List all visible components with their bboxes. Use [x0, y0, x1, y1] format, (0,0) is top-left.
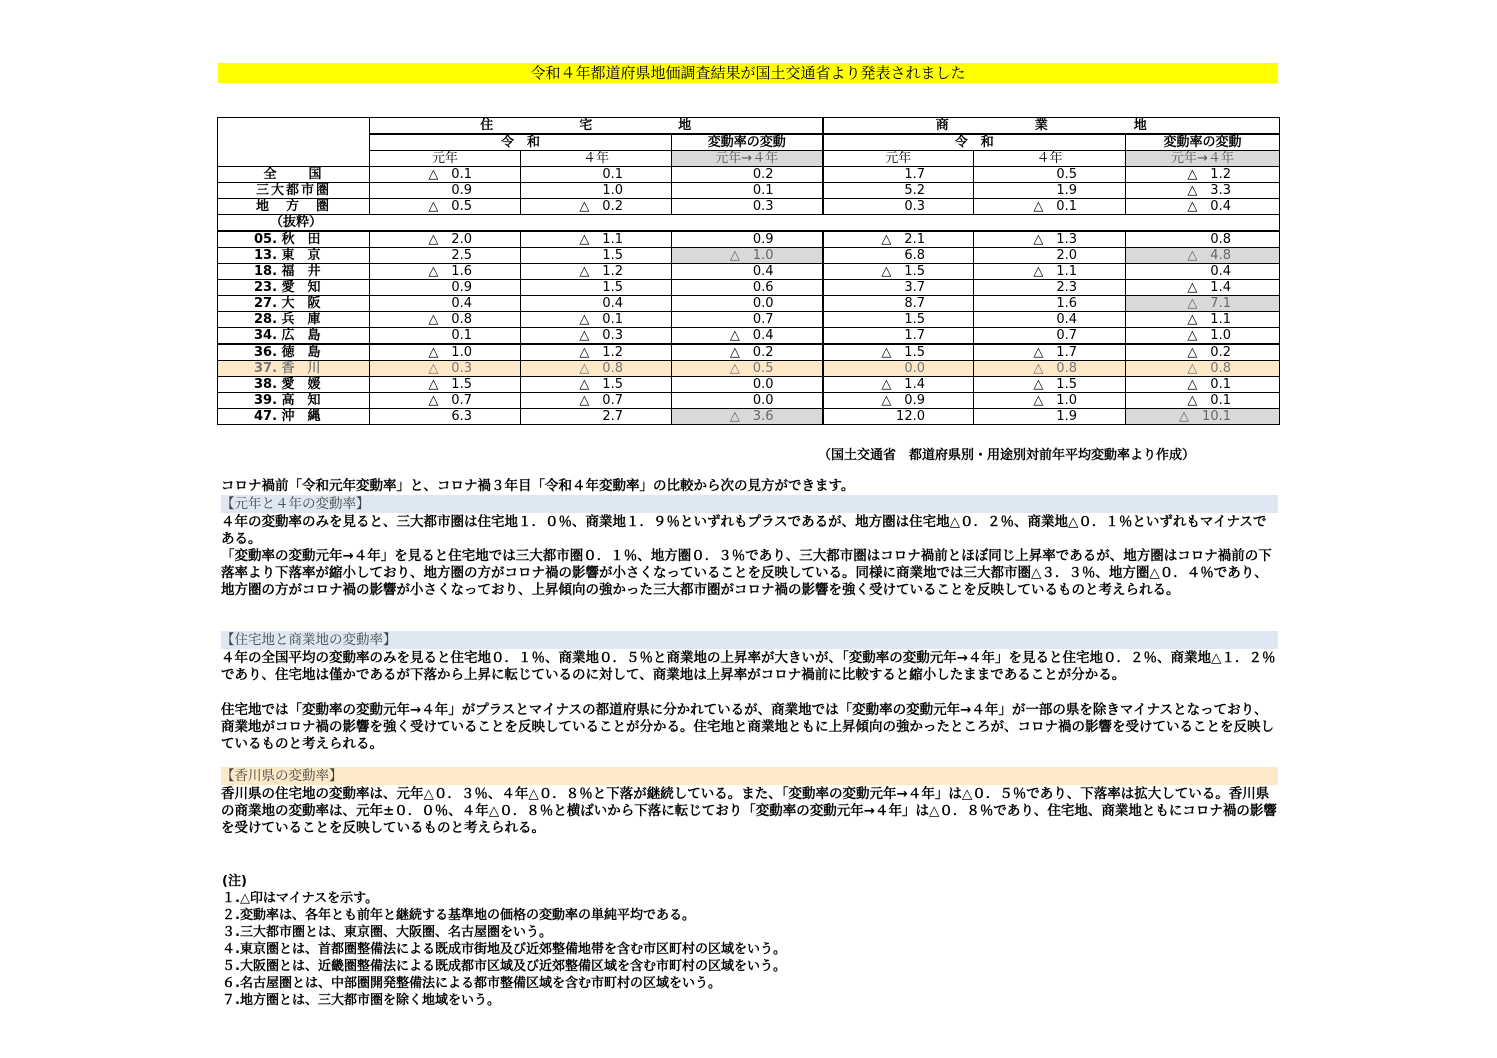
section-1-paragraph-2: 「変動率の変動元年→４年」を見ると住宅地では三大都市圏０．１％、地方圏０．３％であり、三大都市圏はコロナ禍前とほぼ同じ上昇率であるが、地方圏はコロナ禍前の下落率より下落率が縮小しており、地方圏の方がコロナ禍の影響が小さくなっていることを反映している。同様に商業地では三大都市圏△３．３％、地方圏△０．４％であり、地方圏の方がコロナ禍の影響が小さくなっており、上昇傾向の強かった三大都市圏がコロナ禍の影響を強く受けていることを反映しているものと考えられる。	[221, 548, 1272, 598]
row-label: 34. 広 島	[218, 328, 370, 345]
cell-c4: △ 0.8	[974, 361, 1126, 377]
cell-rd: 0.9	[672, 231, 823, 248]
cell-cd: △ 0.4	[1126, 199, 1280, 215]
excerpt-row	[218, 215, 1280, 232]
commercial-change-header: 変動率の変動	[1126, 134, 1280, 151]
source-note: （国土交通省 都道府県別・用途別対前年平均変動率より作成）	[818, 448, 1196, 463]
table-row	[218, 312, 1280, 328]
cell-c4: 1.9	[974, 409, 1126, 425]
table-row	[218, 409, 1280, 425]
cell-c1: 12.0	[823, 409, 974, 425]
cell-r4: 1.5	[521, 280, 672, 296]
cell-c4: 1.6	[974, 296, 1126, 312]
cell-r1: 0.4	[370, 296, 521, 312]
cell-r1: △ 0.3	[370, 361, 521, 377]
cell-c1: △ 1.5	[823, 344, 974, 361]
cell-r1: △ 0.8	[370, 312, 521, 328]
cell-r1: △ 0.5	[370, 199, 521, 215]
cell-r4: △ 0.3	[521, 328, 672, 345]
table-row	[218, 328, 1280, 345]
cell-c1: 1.7	[823, 167, 974, 183]
intro-text: コロナ禍前「令和元年変動率」と、コロナ禍３年目「令和４年変動率」の比較から次の見方ができます。	[221, 478, 855, 494]
section-heading-1: 【元年と４年の変動率】	[221, 495, 1278, 513]
cell-r1: 2.5	[370, 248, 521, 264]
cell-cd: △ 1.2	[1126, 167, 1280, 183]
cell-c4: 0.7	[974, 328, 1126, 345]
table-row	[218, 231, 1280, 248]
com-y1-header: 元年	[823, 151, 974, 167]
res-y1-header: 元年	[370, 151, 521, 167]
notes-block	[222, 873, 786, 1009]
cell-c4: 0.4	[974, 312, 1126, 328]
cell-r1: 0.9	[370, 280, 521, 296]
residential-change-header: 変動率の変動	[672, 134, 823, 151]
cell-r1: △ 0.1	[370, 167, 521, 183]
cell-r1: 0.1	[370, 328, 521, 345]
cell-rd: △ 3.6	[672, 409, 823, 425]
cell-c1: 6.8	[823, 248, 974, 264]
cell-c1: 3.7	[823, 280, 974, 296]
header-row-3	[218, 151, 1280, 167]
row-label: 27. 大 阪	[218, 296, 370, 312]
cell-c1: 1.7	[823, 328, 974, 345]
row-label: 28. 兵 庫	[218, 312, 370, 328]
cell-c4: △ 1.3	[974, 231, 1126, 248]
cell-c1: △ 1.4	[823, 377, 974, 393]
residential-header: 住 宅 地	[370, 118, 823, 135]
cell-c4: △ 1.0	[974, 393, 1126, 409]
row-label: 47. 沖 縄	[218, 409, 370, 425]
cell-cd: 0.8	[1126, 231, 1280, 248]
page-title: 令和４年都道府県地価調査結果が国土交通省より発表されました	[218, 63, 1278, 83]
cell-cd: △ 10.1	[1126, 409, 1280, 425]
cell-r4: △ 1.1	[521, 231, 672, 248]
cell-r1: 6.3	[370, 409, 521, 425]
cell-r1: △ 1.6	[370, 264, 521, 280]
cell-c1: 1.5	[823, 312, 974, 328]
cell-cd: △ 0.1	[1126, 377, 1280, 393]
cell-rd: 0.0	[672, 296, 823, 312]
table-row	[218, 248, 1280, 264]
cell-r4: △ 1.2	[521, 264, 672, 280]
row-label: 36. 徳 島	[218, 344, 370, 361]
res-y4-header: ４年	[521, 151, 672, 167]
cell-rd: 0.4	[672, 264, 823, 280]
note-item: ５.大阪圏とは、近畿圏整備法による既成都市区域及び近郊整備区域を含む市町村の区域をいう。	[222, 959, 786, 974]
cell-cd: △ 4.8	[1126, 248, 1280, 264]
cell-c1: △ 0.9	[823, 393, 974, 409]
cell-c1: 5.2	[823, 183, 974, 199]
cell-r4: 1.0	[521, 183, 672, 199]
note-item: ３.三大都市圏とは、東京圏、大阪圏、名古屋圏をいう。	[222, 925, 552, 940]
cell-c1: △ 1.5	[823, 264, 974, 280]
cell-cd: △ 1.1	[1126, 312, 1280, 328]
cell-rd: △ 1.0	[672, 248, 823, 264]
row-label: 37. 香 川	[218, 361, 370, 377]
row-label: 05. 秋 田	[218, 231, 370, 248]
cell-r4: △ 1.2	[521, 344, 672, 361]
cell-c4: 2.3	[974, 280, 1126, 296]
cell-r1: △ 1.5	[370, 377, 521, 393]
cell-rd: 0.0	[672, 393, 823, 409]
cell-c4: 2.0	[974, 248, 1126, 264]
cell-c4: △ 0.1	[974, 199, 1126, 215]
table-row	[218, 344, 1280, 361]
row-label: 地 方 圏	[218, 199, 370, 215]
table-row	[218, 296, 1280, 312]
cell-r4: 0.4	[521, 296, 672, 312]
note-item: １.△印はマイナスを示す。	[222, 891, 379, 906]
section-heading-2: 【住宅地と商業地の変動率】	[221, 631, 1278, 649]
cell-r4: △ 0.2	[521, 199, 672, 215]
land-price-table	[217, 117, 1280, 425]
section-2-paragraph-1: ４年の全国平均の変動率のみを見ると住宅地０．１％、商業地０．５％と商業地の上昇率が大きいが、「変動率の変動元年→４年」を見ると住宅地０．２％、商業地△１．２％であり、住宅地は僅かであるが下落から上昇に転じているのに対して、商業地は上昇率がコロナ禍前に比較すると縮小したままであることが分かる。	[221, 650, 1276, 683]
table-row	[218, 264, 1280, 280]
cell-rd: △ 0.4	[672, 328, 823, 345]
row-label: 三大都市圏	[218, 183, 370, 199]
cell-cd: △ 0.8	[1126, 361, 1280, 377]
cell-r4: △ 0.8	[521, 361, 672, 377]
excerpt-label: （抜粋）	[218, 215, 1280, 232]
table-row	[218, 377, 1280, 393]
cell-c4: △ 1.1	[974, 264, 1126, 280]
cell-c4: 0.5	[974, 167, 1126, 183]
table-row	[218, 280, 1280, 296]
section-2-paragraph-2: 住宅地では「変動率の変動元年→４年」がプラスとマイナスの都道府県に分かれているが、商業地では「変動率の変動元年→４年」が一部の県を除きマイナスとなっており、商業地がコロナ禍の影響を強く受けていることを反映していることが分かる。住宅地と商業地ともに上昇傾向の強かったところが、コロナ禍の影響を受けていることを反映しているものと考えられる。	[221, 702, 1274, 752]
table-row	[218, 393, 1280, 409]
corner-cell	[218, 118, 370, 167]
section-heading-3: 【香川県の変動率】	[221, 767, 1278, 785]
cell-cd: △ 7.1	[1126, 296, 1280, 312]
cell-rd: 0.6	[672, 280, 823, 296]
cell-c4: △ 1.7	[974, 344, 1126, 361]
cell-rd: 0.0	[672, 377, 823, 393]
cell-r4: 2.7	[521, 409, 672, 425]
cell-rd: 0.7	[672, 312, 823, 328]
note-item: ７.地方圏とは、三大都市圏を除く地域をいう。	[222, 993, 500, 1008]
row-label: 23. 愛 知	[218, 280, 370, 296]
cell-cd: △ 1.0	[1126, 328, 1280, 345]
cell-c4: 1.9	[974, 183, 1126, 199]
cell-r4: 0.1	[521, 167, 672, 183]
cell-r4: 1.5	[521, 248, 672, 264]
cell-rd: △ 0.5	[672, 361, 823, 377]
cell-rd: 0.2	[672, 167, 823, 183]
section-3-paragraph-1: 香川県の住宅地の変動率は、元年△０．３％、４年△０．８％と下落が継続している。また、「変動率の変動元年→４年」は△０．５％であり、下落率は拡大している。香川県の商業地の変動率は、元年±０．０％、４年△０．８％と横ばいから下落に転じており「変動率の変動元年→４年」は△０．８％であり、住宅地、商業地ともにコロナ禍の影響を受けていることを反映しているものと考えられる。	[221, 786, 1277, 836]
cell-c4: △ 1.5	[974, 377, 1126, 393]
com-y4-header: ４年	[974, 151, 1126, 167]
cell-cd: 0.4	[1126, 264, 1280, 280]
cell-c1: △ 2.1	[823, 231, 974, 248]
cell-rd: 0.1	[672, 183, 823, 199]
cell-cd: △ 1.4	[1126, 280, 1280, 296]
table-row	[218, 167, 1280, 183]
cell-r1: △ 1.0	[370, 344, 521, 361]
cell-c1: 0.0	[823, 361, 974, 377]
note-item: ６.名古屋圏とは、中部圏開発整備法による都市整備区域を含む市町村の区域をいう。	[222, 976, 721, 991]
row-label: 13. 東 京	[218, 248, 370, 264]
header-row-1	[218, 118, 1280, 135]
cell-rd: △ 0.2	[672, 344, 823, 361]
row-label: 全 国	[218, 167, 370, 183]
table-row	[218, 361, 1280, 377]
residential-reiwa-header: 令 和	[370, 134, 672, 151]
table-row	[218, 183, 1280, 199]
commercial-reiwa-header: 令 和	[823, 134, 1126, 151]
cell-cd: △ 0.2	[1126, 344, 1280, 361]
cell-cd: △ 0.1	[1126, 393, 1280, 409]
cell-r4: △ 1.5	[521, 377, 672, 393]
row-label: 39. 高 知	[218, 393, 370, 409]
row-label: 18. 福 井	[218, 264, 370, 280]
com-diff-header: 元年→４年	[1126, 151, 1280, 167]
cell-r1: 0.9	[370, 183, 521, 199]
row-label: 38. 愛 媛	[218, 377, 370, 393]
cell-c1: 8.7	[823, 296, 974, 312]
cell-cd: △ 3.3	[1126, 183, 1280, 199]
cell-r1: △ 0.7	[370, 393, 521, 409]
note-item: ２.変動率は、各年とも前年と継続する基準地の価格の変動率の単純平均である。	[222, 908, 695, 923]
section-1-paragraph-1: ４年の変動率のみを見ると、三大都市圏は住宅地１．０％、商業地１．９％といずれもプラスであるが、地方圏は住宅地△０．２％、商業地△０．１％といずれもマイナスである。	[221, 514, 1267, 547]
cell-r4: △ 0.1	[521, 312, 672, 328]
header-row-2	[218, 134, 1280, 151]
cell-r1: △ 2.0	[370, 231, 521, 248]
cell-r4: △ 0.7	[521, 393, 672, 409]
commercial-header: 商 業 地	[823, 118, 1280, 135]
notes-heading: (注)	[222, 874, 247, 889]
note-item: ４.東京圏とは、首都圏整備法による既成市街地及び近郊整備地帯を含む市区町村の区域をいう。	[222, 942, 786, 957]
res-diff-header: 元年→４年	[672, 151, 823, 167]
cell-c1: 0.3	[823, 199, 974, 215]
cell-rd: 0.3	[672, 199, 823, 215]
table-row	[218, 199, 1280, 215]
